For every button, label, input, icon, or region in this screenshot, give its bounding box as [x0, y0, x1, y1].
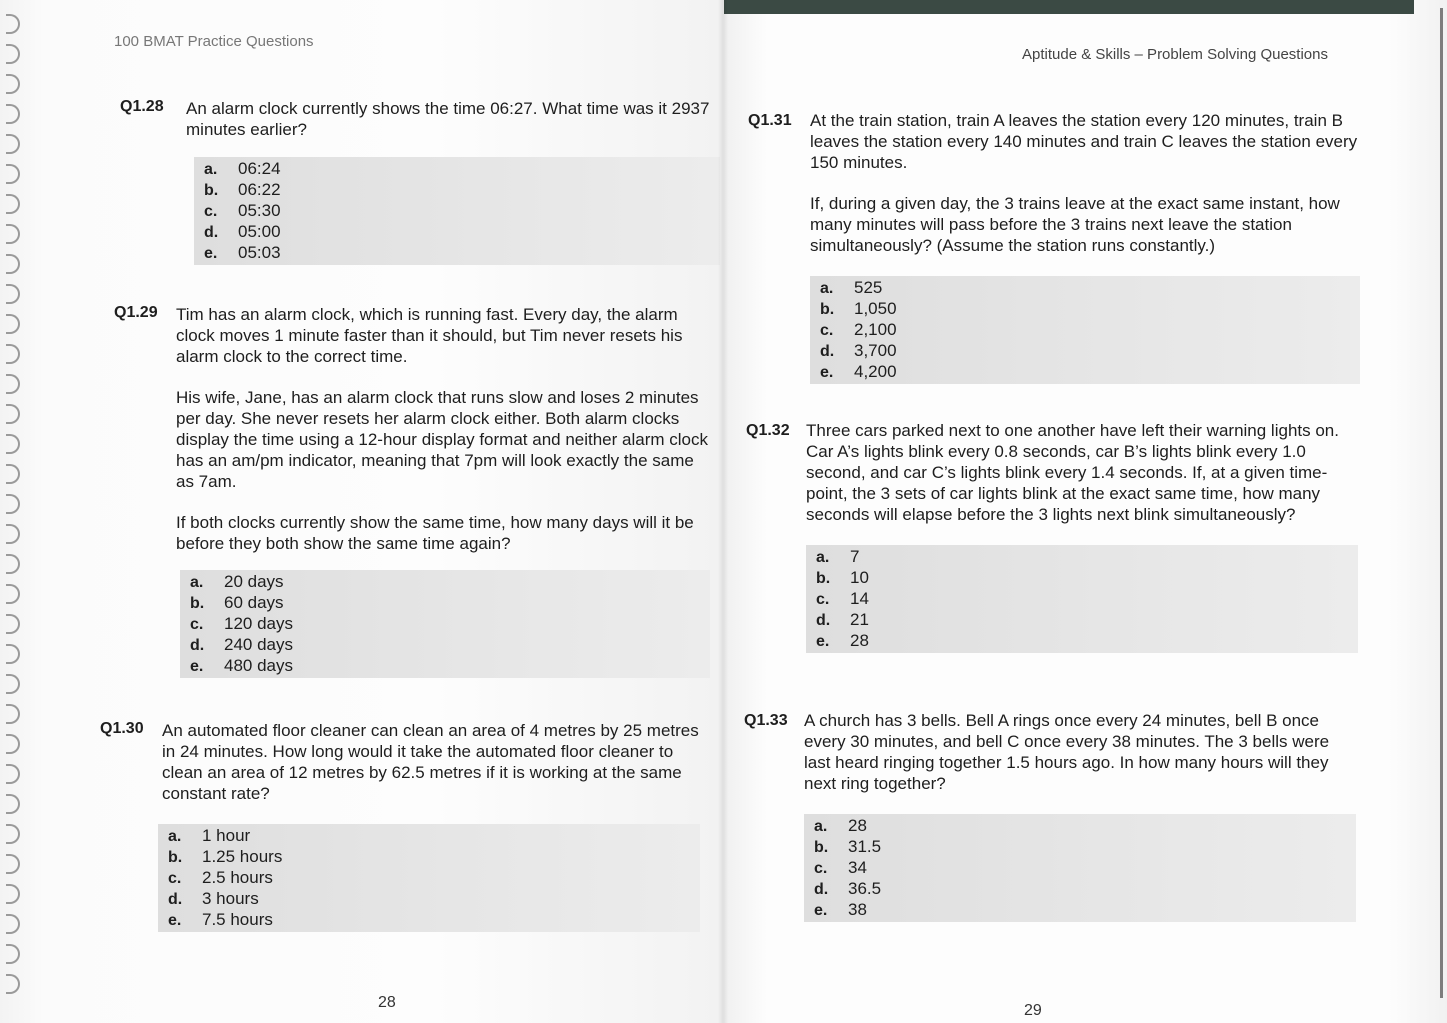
question-number: Q1.29	[114, 304, 158, 321]
binder-ring	[6, 224, 20, 244]
answer-option: a. 525	[820, 278, 883, 297]
binder-ring	[6, 434, 20, 454]
right-page	[724, 0, 1447, 1023]
answer-option: c. 05:30	[204, 201, 281, 220]
question-text: Tim has an alarm clock, which is running fast. Every day, the alarm clock moves 1 minute faster than it should, but Tim never resets his alarm clock to the correct time.	[176, 305, 683, 366]
binder-ring	[6, 44, 20, 64]
binder-ring	[6, 524, 20, 544]
book-spine	[718, 0, 728, 1023]
answer-option: c. 2.5 hours	[168, 868, 273, 887]
answer-option: c. 34	[814, 858, 867, 877]
answer-options	[180, 570, 710, 678]
binder-ring	[6, 494, 20, 514]
answer-option: d. 05:00	[204, 222, 281, 241]
binder-ring	[6, 194, 20, 214]
running-head: 100 BMAT Practice Questions	[114, 33, 314, 50]
answer-option: e. 38	[814, 900, 867, 919]
answer-options	[806, 545, 1358, 653]
question-number: Q1.32	[746, 422, 790, 439]
question-text: An alarm clock currently shows the time 06:27. What time was it 2937 minutes earlier?	[186, 99, 710, 139]
answer-option: d. 240 days	[190, 635, 293, 654]
binder-ring	[6, 854, 20, 874]
answer-option: d. 3,700	[820, 341, 897, 360]
question-number: Q1.28	[120, 98, 164, 115]
question-text: An automated floor cleaner can clean an area of 4 metres by 25 metres in 24 minutes. How long would it take the automated floor cleaner to clean an area of 12 metres by 62.5 metres if it is working at the same constant rate?	[162, 721, 699, 803]
page-number: 29	[1024, 1002, 1042, 1019]
question-text: If both clocks currently show the same time, how many days will it be before they both show the same time again?	[176, 513, 694, 553]
answer-option: d. 21	[816, 610, 869, 629]
question-number: Q1.31	[748, 112, 792, 129]
binder-ring	[6, 944, 20, 964]
question-number: Q1.33	[744, 712, 788, 729]
answer-option: a. 7	[816, 547, 860, 566]
binder-ring	[6, 674, 20, 694]
question	[120, 98, 720, 265]
binder-ring	[6, 314, 20, 334]
question-text: His wife, Jane, has an alarm clock that runs slow and loses 2 minutes per day. She never resets her alarm clock either. Both alarm clocks display the time using a 12-hour display format and neither alarm clock has an am/pm indicator, meaning that 7pm will look exactly the same as 7am.	[176, 388, 708, 491]
answer-options	[810, 276, 1360, 384]
answer-option: e. 480 days	[190, 656, 293, 675]
binder-ring	[6, 554, 20, 574]
running-head: Aptitude & Skills – Problem Solving Questions	[1022, 46, 1328, 63]
question	[746, 420, 1358, 653]
binder-ring	[6, 104, 20, 124]
binder-ring	[6, 614, 20, 634]
answer-option: e. 05:03	[204, 243, 281, 262]
binder-ring	[6, 254, 20, 274]
answer-option: b. 60 days	[190, 593, 284, 612]
answer-option: c. 120 days	[190, 614, 293, 633]
binder-ring	[6, 644, 20, 664]
binder-ring	[6, 584, 20, 604]
answer-options	[194, 157, 720, 265]
binder-ring	[6, 374, 20, 394]
binder-ring	[6, 464, 20, 484]
answer-option: c. 2,100	[820, 320, 897, 339]
question-text: If, during a given day, the 3 trains leave at the exact same instant, how many minutes will pass before the 3 trains next leave the station simultaneously? (Assume the station runs constantly.)	[810, 194, 1340, 255]
binder-ring	[6, 284, 20, 304]
answer-option: a. 06:24	[204, 159, 281, 178]
page-edge-line	[1440, 8, 1443, 998]
question-text: A church has 3 bells. Bell A rings once every 24 minutes, bell B once every 30 minutes, and bell C once every 38 minutes. The 3 bells were last heard ringing together 1.5 hours ago. In how many hours will they next ring together?	[804, 711, 1330, 793]
binder-ring	[6, 734, 20, 754]
question-text: At the train station, train A leaves the station every 120 minutes, train B leaves the station every 140 minutes and train C leaves the station every 150 minutes.	[810, 111, 1358, 172]
binder-ring	[6, 914, 20, 934]
binder-ring	[6, 404, 20, 424]
question-text: Three cars parked next to one another have left their warning lights on. Car A’s lights blink every 0.8 seconds, car B’s lights blink every 1.0 second, and car C’s lights blink every 1.4 seconds. If, at a given time-point, the 3 sets of car lights blink at the exact same time, how many seconds will elapse before the 3 lights next blink simultaneously?	[806, 421, 1339, 524]
binder-ring	[6, 14, 20, 34]
answer-options	[804, 814, 1356, 922]
binder-ring	[6, 704, 20, 724]
question	[748, 110, 1360, 384]
answer-option: d. 3 hours	[168, 889, 259, 908]
question	[744, 710, 1356, 922]
binder-ring	[6, 764, 20, 784]
binder-ring	[6, 974, 20, 994]
answer-option: b. 31.5	[814, 837, 882, 856]
answer-option: b. 1,050	[820, 299, 897, 318]
binder-ring	[6, 164, 20, 184]
answer-option: b. 10	[816, 568, 869, 587]
binder-ring	[6, 74, 20, 94]
question	[100, 720, 700, 932]
answer-option: a. 1 hour	[168, 826, 251, 845]
page-edge-band	[724, 0, 1414, 14]
page-number: 28	[378, 994, 396, 1011]
binder-ring	[6, 824, 20, 844]
question	[114, 304, 710, 678]
answer-option: c. 14	[816, 589, 869, 608]
binder-ring	[6, 794, 20, 814]
binder-ring	[6, 884, 20, 904]
answer-option: e. 4,200	[820, 362, 897, 381]
question-number: Q1.30	[100, 720, 144, 737]
binder-ring	[6, 344, 20, 364]
binder-ring	[6, 134, 20, 154]
answer-option: d. 36.5	[814, 879, 882, 898]
answer-option: a. 28	[814, 816, 867, 835]
answer-option: b. 06:22	[204, 180, 281, 199]
answer-option: e. 28	[816, 631, 869, 650]
answer-options	[158, 824, 700, 932]
answer-option: b. 1.25 hours	[168, 847, 283, 866]
answer-option: e. 7.5 hours	[168, 910, 273, 929]
answer-option: a. 20 days	[190, 572, 284, 591]
